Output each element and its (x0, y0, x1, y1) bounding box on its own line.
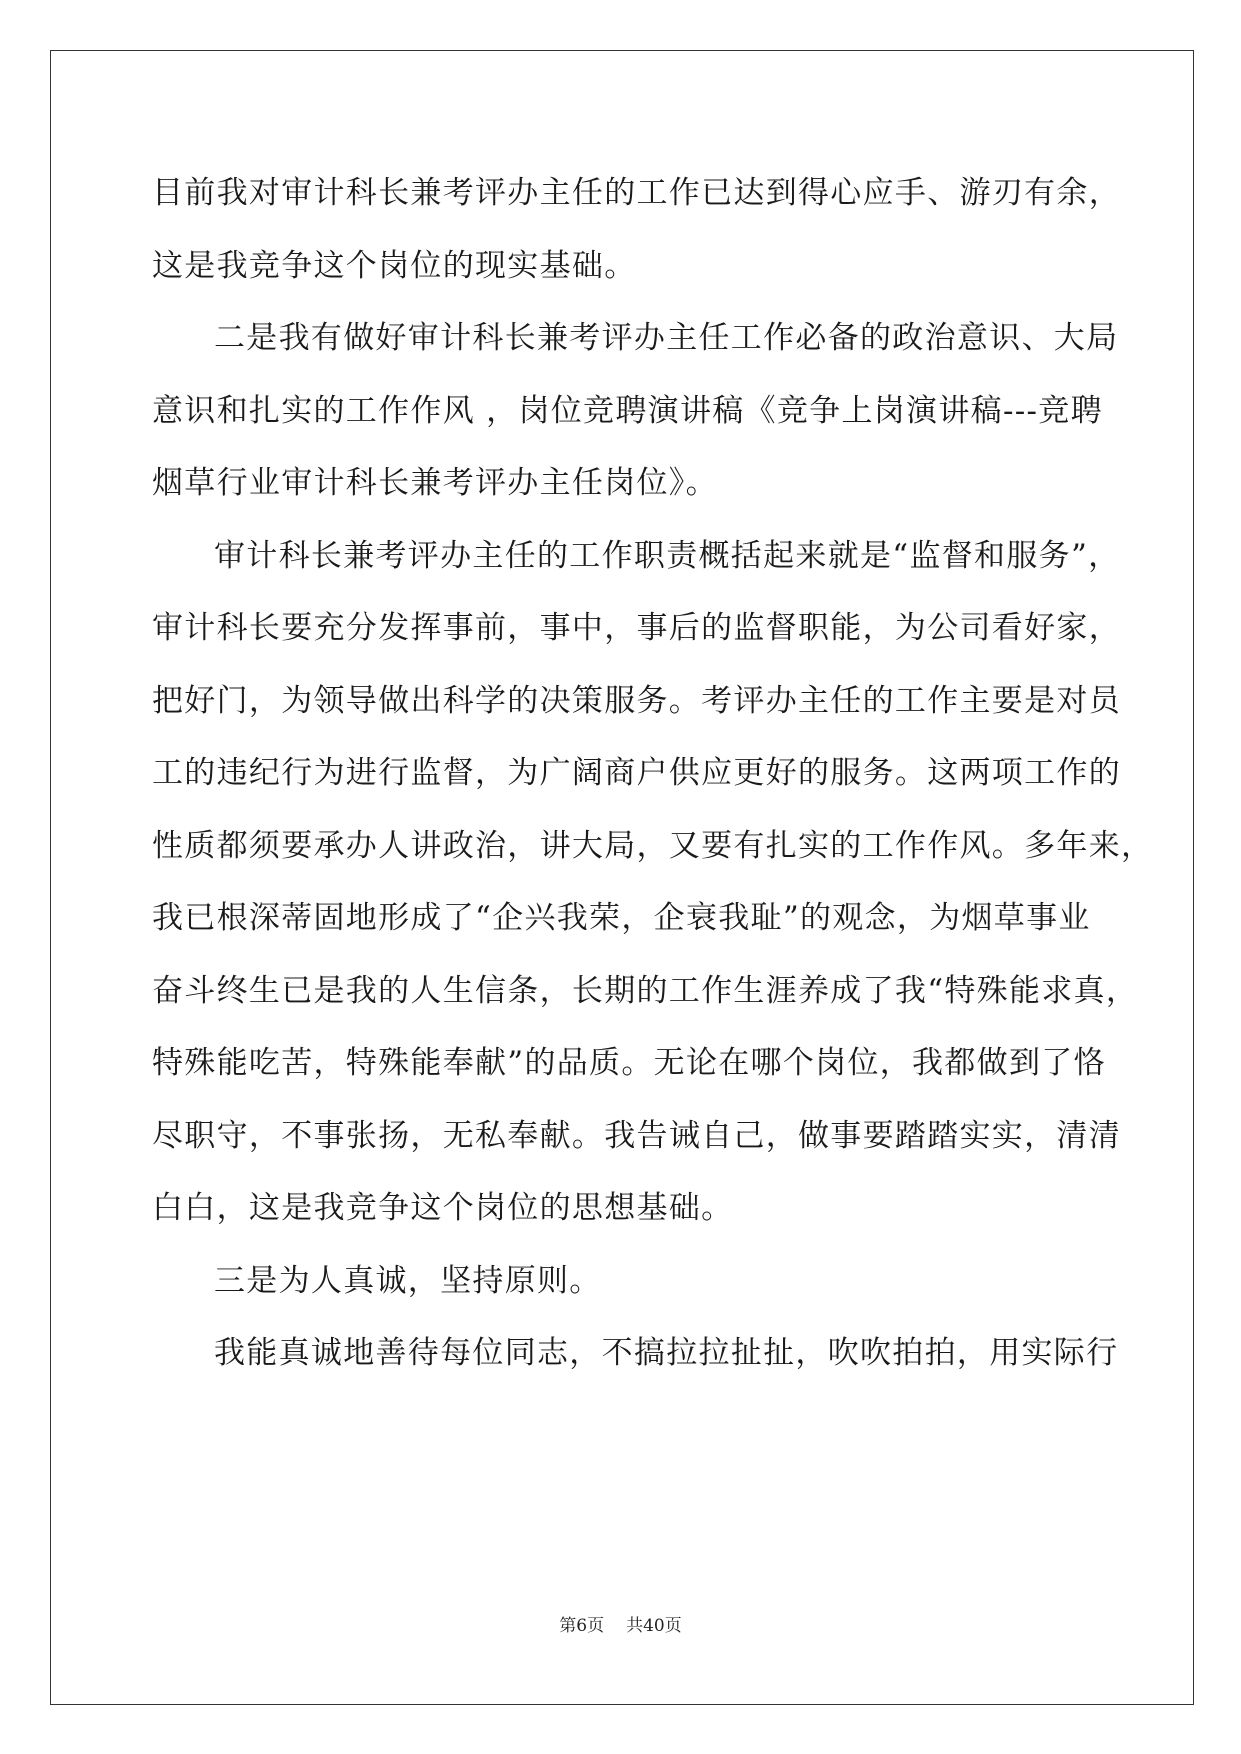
text-line: 工的违纪行为进行监督，为广阔商户供应更好的服务。这两项工作的 (152, 755, 1121, 791)
text-line: 审计科长要充分发挥事前，事中，事后的监督职能，为公司看好家， (152, 610, 1121, 646)
text-line: 把好门，为领导做出科学的决策服务。考评办主任的工作主要是对员 (152, 682, 1121, 719)
text-line: 白白，这是我竞争这个岗位的思想基础。 (152, 1190, 734, 1226)
text-line: 二是我有做好审计科长兼考评办主任工作必备的政治意识、大局 (214, 320, 1119, 356)
text-line: 三是为人真诚，坚持原则。 (214, 1262, 602, 1299)
text-line: 性质都须要承办人讲政治，讲大局，又要有扎实的工作作风。多年来， (152, 827, 1154, 864)
text-line: 我能真诚地善待每位同志，不搞拉拉扯扯，吹吹拍拍，用实际行 (214, 1335, 1119, 1371)
text-line: 意识和扎实的工作作风 ，岗位竞聘演讲稿《竞争上岗演讲稿---竞聘 (152, 392, 1103, 429)
text-line: 审计科长兼考评办主任的工作职责概括起来就是“监督和服务”， (214, 537, 1121, 574)
page-footer (0, 1611, 1241, 1636)
total-page-count: 共40页 (626, 1616, 682, 1636)
current-page-number: 第6页 (559, 1616, 605, 1636)
text-line: 我已根深蒂固地形成了“企兴我荣，企衰我耻”的观念，为烟草事业 (152, 900, 1091, 936)
text-line: 特殊能吃苦，特殊能奉献”的品质。无论在哪个岗位，我都做到了恪 (152, 1045, 1106, 1081)
text-line: 这是我竞争这个岗位的现实基础。 (152, 247, 637, 284)
text-line: 烟草行业审计科长兼考评办主任岗位》。 (152, 465, 718, 501)
text-line: 目前我对审计科长兼考评办主任的工作已达到得心应手、游刃有余， (152, 175, 1121, 211)
text-line: 奋斗终生已是我的人生信条，长期的工作生涯养成了我“特殊能求真， (152, 972, 1139, 1009)
text-line: 尽职守，不事张扬，无私奉献。我告诫自己，做事要踏踏实实，清清 (152, 1117, 1121, 1154)
document-body (152, 157, 1154, 1390)
